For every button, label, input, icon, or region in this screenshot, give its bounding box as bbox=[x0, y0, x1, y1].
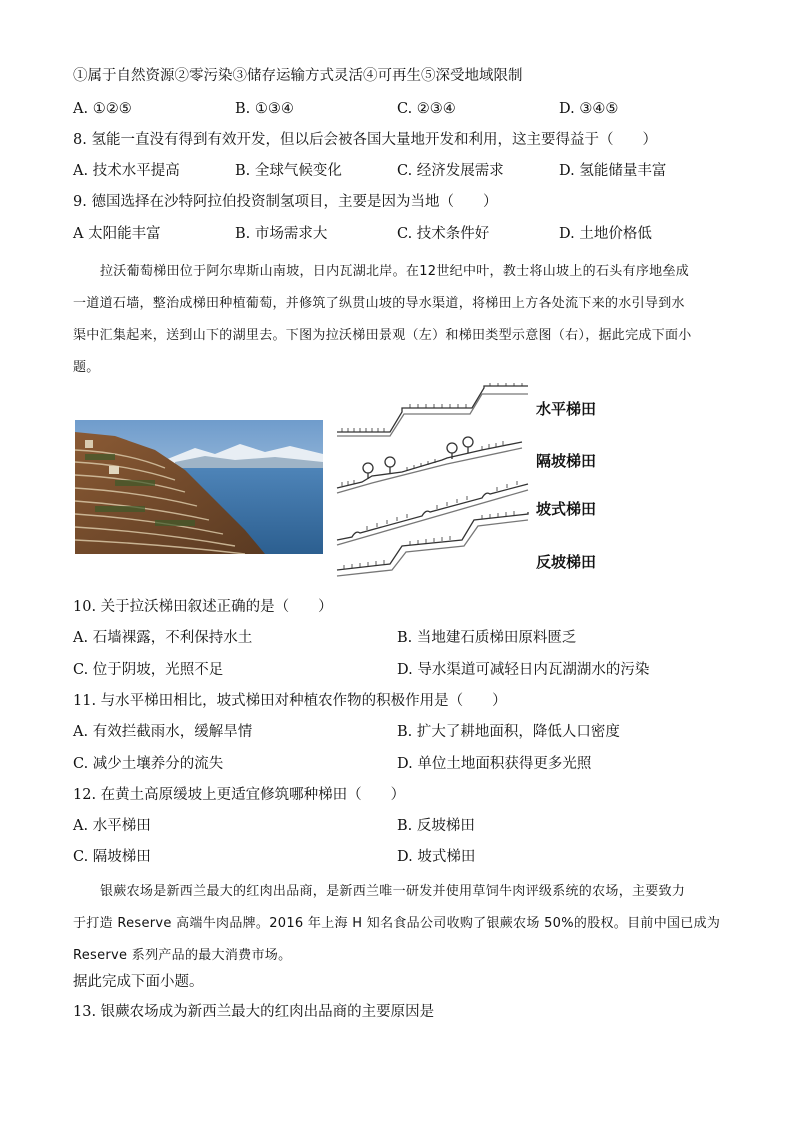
q7-option-a[interactable]: A. ①②⑤ bbox=[73, 101, 132, 117]
q10-question: 10. 关于拉沃梯田叙述正确的是（ ） bbox=[73, 599, 333, 615]
q9-options bbox=[73, 224, 733, 244]
q11-options-row1 bbox=[73, 722, 733, 742]
q10-option-c[interactable]: C. 位于阴坡，光照不足 bbox=[73, 662, 224, 678]
passage-line: Reserve 系列产品的最大消费市场。 bbox=[73, 948, 292, 963]
q13-question: 13. 银蕨农场成为新西兰最大的红肉出品商的主要原因是 bbox=[73, 1004, 435, 1020]
label-separated-slope-terrace: 隔坡梯田 bbox=[536, 452, 597, 470]
passage-line: 银蕨农场是新西兰最大的红肉出品商，是新西兰唯一研发并使用草饲牛肉评级系统的农场，主要致力 bbox=[100, 884, 686, 899]
q8-option-d[interactable]: D. 氢能储量丰富 bbox=[559, 163, 667, 179]
q7-option-c[interactable]: C. ②③④ bbox=[397, 101, 456, 117]
passage-line: 一道道石墙，整治成梯田种植葡萄，并修筑了纵贯山坡的导水渠道，将梯田上方各处流下来的水引导到水 bbox=[73, 296, 685, 311]
q12-option-c[interactable]: C. 隔坡梯田 bbox=[73, 849, 151, 865]
q10-option-a[interactable]: A. 石墙裸露，不利保持水土 bbox=[73, 630, 253, 646]
instruction-prompt: 据此完成下面小题。 bbox=[73, 974, 204, 990]
q10-options-row2 bbox=[73, 660, 733, 680]
q11-question: 11. 与水平梯田相比，坡式梯田对种植农作物的积极作用是（ ） bbox=[73, 693, 507, 709]
q8-question: 8. 氢能一直没有得到有效开发，但以后会被各国大量地开发和利用，这主要得益于（ ） bbox=[73, 132, 657, 148]
separated-slope-terrace-shape bbox=[337, 437, 522, 493]
q11-option-c[interactable]: C. 减少土壤养分的流失 bbox=[73, 756, 224, 772]
q7-option-d[interactable]: D. ③④⑤ bbox=[559, 101, 619, 117]
passage-lavaux bbox=[73, 256, 723, 384]
q12-option-d[interactable]: D. 坡式梯田 bbox=[397, 849, 476, 865]
q10-options-row1 bbox=[73, 628, 733, 648]
reverse-slope-terrace-shape bbox=[337, 511, 528, 576]
q12-options-row2 bbox=[73, 847, 733, 867]
q8-option-b[interactable]: B. 全球气候变化 bbox=[235, 163, 342, 179]
q7-option-b[interactable]: B. ①③④ bbox=[235, 101, 294, 117]
passage-line: 于打造 Reserve 高端牛肉品牌。2016 年上海 H 知名食品公司收购了银蕨农场 50%的股权。目前中国已成为 bbox=[73, 916, 721, 931]
q7-options bbox=[73, 99, 733, 119]
q9-option-a[interactable]: A 太阳能丰富 bbox=[73, 226, 161, 242]
q10-option-d[interactable]: D. 导水渠道可减轻日内瓦湖湖水的污染 bbox=[397, 662, 650, 678]
q12-option-b[interactable]: B. 反坡梯田 bbox=[397, 818, 475, 834]
passage-line: 拉沃葡萄梯田位于阿尔卑斯山南坡，日内瓦湖北岸。在12世纪中叶，教士将山坡上的石头有序地垒成 bbox=[100, 264, 690, 279]
passage-silver-fern-farms bbox=[73, 876, 723, 972]
q9-option-d[interactable]: D. 土地价格低 bbox=[559, 226, 652, 242]
q8-option-a[interactable]: A. 技术水平提高 bbox=[73, 163, 180, 179]
label-level-terrace: 水平梯田 bbox=[536, 400, 597, 418]
q12-question: 12. 在黄土高原缓坡上更适宜修筑哪种梯田（ ） bbox=[73, 787, 406, 803]
label-reverse-slope-terrace: 反坡梯田 bbox=[536, 553, 597, 571]
q12-options-row1 bbox=[73, 816, 733, 836]
passage-line: 渠中汇集起来，送到山下的湖里去。下图为拉沃梯田景观（左）和梯田类型示意图（右），据此完成下面小 bbox=[73, 328, 692, 343]
q10-option-b[interactable]: B. 当地建石质梯田原料匮乏 bbox=[397, 630, 577, 646]
q11-options-row2 bbox=[73, 754, 733, 774]
q11-option-a[interactable]: A. 有效拦截雨水，缓解旱情 bbox=[73, 724, 253, 740]
q9-option-c[interactable]: C. 技术条件好 bbox=[397, 226, 490, 242]
level-terrace-shape bbox=[337, 383, 528, 436]
label-slope-terrace: 坡式梯田 bbox=[536, 500, 597, 518]
q7-statement: ①属于自然资源②零污染③储存运输方式灵活④可再生⑤深受地域限制 bbox=[73, 68, 523, 84]
q11-option-d[interactable]: D. 单位土地面积获得更多光照 bbox=[397, 756, 592, 772]
passage-line: 题。 bbox=[73, 360, 100, 375]
q12-option-a[interactable]: A. 水平梯田 bbox=[73, 818, 151, 834]
q8-option-c[interactable]: C. 经济发展需求 bbox=[397, 163, 504, 179]
lavaux-terrace-photo bbox=[75, 420, 323, 554]
slope-terrace-shape bbox=[337, 481, 528, 545]
q9-option-b[interactable]: B. 市场需求大 bbox=[235, 226, 328, 242]
q11-option-b[interactable]: B. 扩大了耕地面积，降低人口密度 bbox=[397, 724, 620, 740]
q8-options bbox=[73, 161, 733, 181]
q9-question: 9. 德国选择在沙特阿拉伯投资制氢项目，主要是因为当地（ ） bbox=[73, 194, 498, 210]
